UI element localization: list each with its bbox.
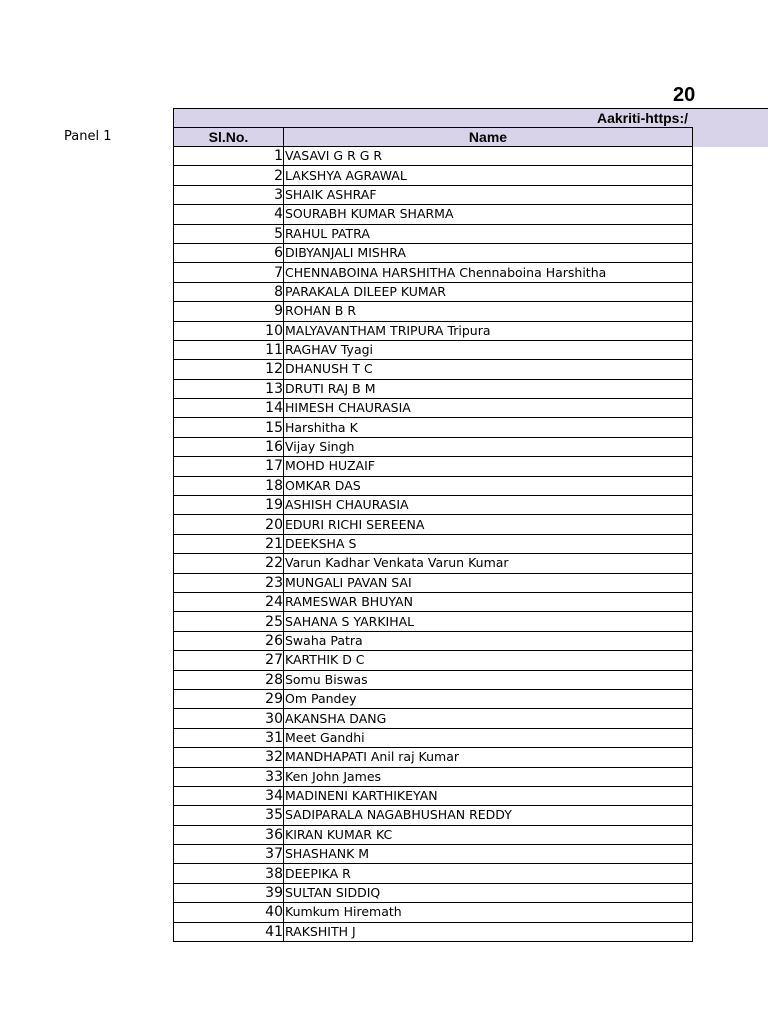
name-cell[interactable]: RAKSHITH J [284, 922, 693, 941]
name-cell[interactable]: ASHISH CHAURASIA [284, 496, 693, 515]
table-row [174, 709, 693, 728]
sl-no-cell[interactable]: 41 [174, 922, 284, 941]
name-cell[interactable]: MUNGALI PAVAN SAI [284, 573, 693, 592]
sl-no-cell[interactable]: 33 [174, 767, 284, 786]
table-row [174, 786, 693, 805]
name-cell[interactable]: AKANSHA DANG [284, 709, 693, 728]
sl-no-cell[interactable]: 21 [174, 534, 284, 553]
roster-table [173, 127, 693, 942]
table-row [174, 147, 693, 166]
sl-no-cell[interactable]: 3 [174, 185, 284, 204]
sl-no-cell[interactable]: 9 [174, 302, 284, 321]
name-cell[interactable]: DHANUSH T C [284, 360, 693, 379]
name-cell[interactable]: SHASHANK M [284, 845, 693, 864]
name-cell[interactable]: VASAVI G R G R [284, 147, 693, 166]
name-cell[interactable]: EDURI RICHI SEREENA [284, 515, 693, 534]
name-cell[interactable]: HIMESH CHAURASIA [284, 399, 693, 418]
table-row [174, 554, 693, 573]
sl-no-cell[interactable]: 25 [174, 612, 284, 631]
sl-no-cell[interactable]: 32 [174, 748, 284, 767]
sl-no-cell[interactable]: 31 [174, 728, 284, 747]
name-cell[interactable]: MADINENI KARTHIKEYAN [284, 786, 693, 805]
table-row [174, 282, 693, 301]
sl-no-cell[interactable]: 2 [174, 166, 284, 185]
table-row [174, 399, 693, 418]
table-row [174, 670, 693, 689]
sl-no-cell[interactable]: 35 [174, 806, 284, 825]
table-row [174, 689, 693, 708]
name-cell[interactable]: SHAIK ASHRAF [284, 185, 693, 204]
name-cell[interactable]: MOHD HUZAIF [284, 457, 693, 476]
sl-no-cell[interactable]: 19 [174, 496, 284, 515]
table-row [174, 205, 693, 224]
table-row [174, 651, 693, 670]
table-row [174, 748, 693, 767]
table-body [174, 147, 693, 942]
table-row [174, 845, 693, 864]
sl-no-cell[interactable]: 36 [174, 825, 284, 844]
name-cell[interactable]: ROHAN B R [284, 302, 693, 321]
sl-no-cell[interactable]: 4 [174, 205, 284, 224]
table-row [174, 864, 693, 883]
table-row [174, 612, 693, 631]
name-cell[interactable]: PARAKALA DILEEP KUMAR [284, 282, 693, 301]
sl-no-cell[interactable]: 13 [174, 379, 284, 398]
name-cell[interactable]: DEEKSHA S [284, 534, 693, 553]
panel-label: Panel 1 [64, 129, 112, 144]
sl-no-cell[interactable]: 29 [174, 689, 284, 708]
table-row [174, 321, 693, 340]
table-row [174, 263, 693, 282]
table-row [174, 592, 693, 611]
sl-no-cell[interactable]: 15 [174, 418, 284, 437]
table-row [174, 728, 693, 747]
sl-no-cell[interactable]: 38 [174, 864, 284, 883]
name-cell[interactable]: KIRAN KUMAR KC [284, 825, 693, 844]
table-row [174, 496, 693, 515]
sl-no-cell[interactable]: 24 [174, 592, 284, 611]
name-cell[interactable]: RAHUL PATRA [284, 224, 693, 243]
sl-no-cell[interactable]: 34 [174, 786, 284, 805]
sl-no-cell[interactable]: 23 [174, 573, 284, 592]
name-cell[interactable]: Harshitha K [284, 418, 693, 437]
sl-no-cell[interactable]: 12 [174, 360, 284, 379]
sl-no-cell[interactable]: 20 [174, 515, 284, 534]
header-band-text: Aakriti-https:/ [597, 110, 688, 126]
name-cell[interactable]: Varun Kadhar Venkata Varun Kumar [284, 554, 693, 573]
name-cell[interactable]: Swaha Patra [284, 631, 693, 650]
sl-no-cell[interactable]: 40 [174, 903, 284, 922]
table-row [174, 379, 693, 398]
sl-no-cell[interactable]: 17 [174, 457, 284, 476]
name-cell[interactable]: KARTHIK D C [284, 651, 693, 670]
name-cell[interactable]: MANDHAPATI Anil raj Kumar [284, 748, 693, 767]
sl-no-cell[interactable]: 6 [174, 243, 284, 262]
table-row [174, 806, 693, 825]
table-row [174, 534, 693, 553]
name-cell[interactable]: DEEPIKA R [284, 864, 693, 883]
table-row [174, 825, 693, 844]
name-cell[interactable]: SOURABH KUMAR SHARMA [284, 205, 693, 224]
table-row [174, 437, 693, 456]
name-cell[interactable]: Meet Gandhi [284, 728, 693, 747]
name-cell[interactable]: CHENNABOINA HARSHITHA Chennaboina Harshitha [284, 263, 693, 282]
sl-no-cell[interactable]: 28 [174, 670, 284, 689]
table-row [174, 224, 693, 243]
name-cell[interactable]: SADIPARALA NAGABHUSHAN REDDY [284, 806, 693, 825]
table-row [174, 457, 693, 476]
column-header-name[interactable]: Name [284, 128, 693, 147]
name-cell[interactable]: Ken John James [284, 767, 693, 786]
sl-no-cell[interactable]: 10 [174, 321, 284, 340]
name-cell[interactable]: Vijay Singh [284, 437, 693, 456]
name-cell[interactable]: SULTAN SIDDIQ [284, 883, 693, 902]
table-row [174, 922, 693, 941]
sl-no-cell[interactable]: 7 [174, 263, 284, 282]
table-row [174, 340, 693, 359]
column-header-sl-no[interactable]: Sl.No. [174, 128, 284, 147]
name-cell[interactable]: DIBYANJALI MISHRA [284, 243, 693, 262]
table-row [174, 418, 693, 437]
table-row [174, 883, 693, 902]
name-cell[interactable]: Om Pandey [284, 689, 693, 708]
sl-no-cell[interactable]: 22 [174, 554, 284, 573]
sl-no-cell[interactable]: 37 [174, 845, 284, 864]
page-title: 20 [673, 84, 696, 106]
sl-no-cell[interactable]: 16 [174, 437, 284, 456]
sl-no-cell[interactable]: 30 [174, 709, 284, 728]
table-row [174, 631, 693, 650]
name-cell[interactable]: RAGHAV Tyagi [284, 340, 693, 359]
header-band-extension [692, 128, 768, 147]
table-row [174, 360, 693, 379]
sl-no-cell[interactable]: 5 [174, 224, 284, 243]
name-cell[interactable]: RAMESWAR BHUYAN [284, 592, 693, 611]
table-row [174, 573, 693, 592]
name-cell[interactable]: Somu Biswas [284, 670, 693, 689]
name-cell[interactable]: MALYAVANTHAM TRIPURA Tripura [284, 321, 693, 340]
name-cell[interactable]: Kumkum Hiremath [284, 903, 693, 922]
table-row [174, 166, 693, 185]
sl-no-cell[interactable]: 18 [174, 476, 284, 495]
name-cell[interactable]: SAHANA S YARKIHAL [284, 612, 693, 631]
table-header-row [174, 128, 693, 147]
table-row [174, 302, 693, 321]
sl-no-cell[interactable]: 27 [174, 651, 284, 670]
sl-no-cell[interactable]: 11 [174, 340, 284, 359]
sl-no-cell[interactable]: 26 [174, 631, 284, 650]
table-row [174, 185, 693, 204]
sl-no-cell[interactable]: 1 [174, 147, 284, 166]
name-cell[interactable]: OMKAR DAS [284, 476, 693, 495]
sl-no-cell[interactable]: 39 [174, 883, 284, 902]
sl-no-cell[interactable]: 14 [174, 399, 284, 418]
table-row [174, 767, 693, 786]
table-row [174, 515, 693, 534]
sl-no-cell[interactable]: 8 [174, 282, 284, 301]
table-row [174, 243, 693, 262]
name-cell[interactable]: LAKSHYA AGRAWAL [284, 166, 693, 185]
table-row [174, 903, 693, 922]
name-cell[interactable]: DRUTI RAJ B M [284, 379, 693, 398]
table-row [174, 476, 693, 495]
